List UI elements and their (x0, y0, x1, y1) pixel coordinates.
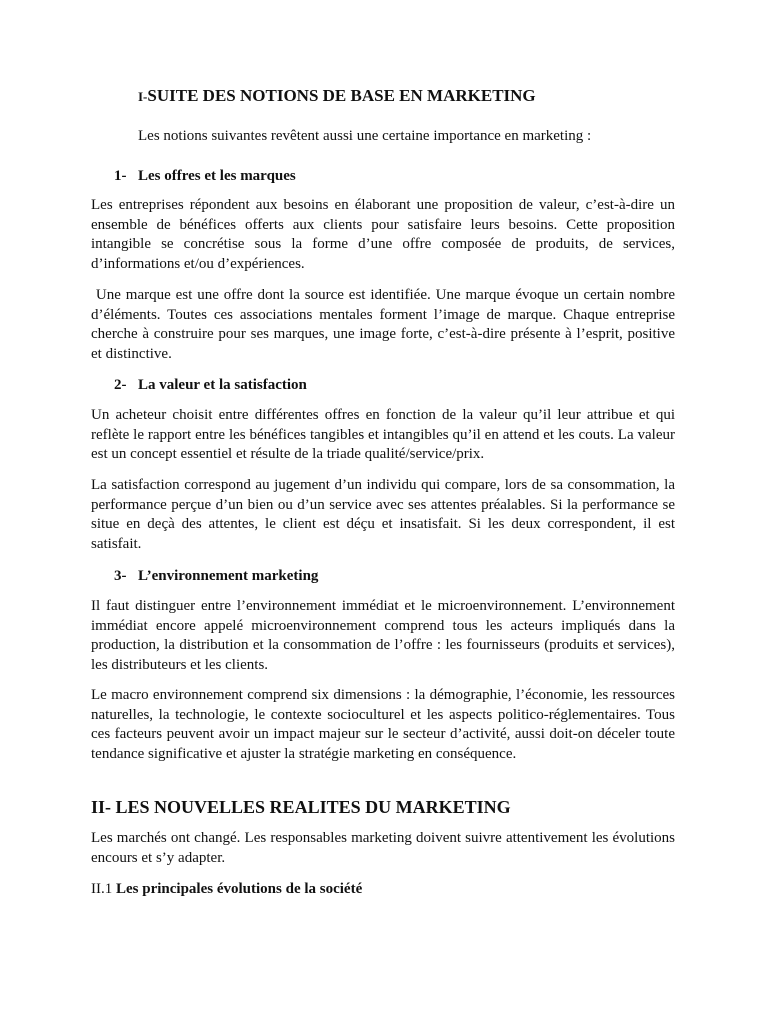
title-prefix: I- (138, 89, 148, 104)
section-2-paragraph-2: La satisfaction correspond au jugement d’un individu qui compare, lors de sa consommation, la performance perçue d’un bien ou d’un service avec ses attentes préalables. Si la performance se situe en deçà des attentes, le client est déçu et insatisfait. Si les deux correspondent, il est satisfait. (91, 477, 675, 552)
section-1-heading (114, 166, 296, 186)
section-3-heading (114, 566, 318, 586)
section-2-number: 2- (114, 377, 127, 393)
part-2-title: II- LES NOUVELLES REALITES DU MARKETING (91, 797, 511, 817)
subsection-label: Les principales évolutions de la société (116, 881, 363, 897)
section-2-heading (114, 375, 307, 395)
section-1-number: 1- (114, 168, 127, 184)
section-1-paragraph-1: Les entreprises répondent aux besoins en élaborant une proposition de valeur, c’est-à-dire un ensemble de bénéfices offerts aux clients pour satisfaire leurs besoins. Cette proposition intangible se concrétise sous la forme d’une offre composée de produits, de services, d’informations et/ou d’expériences. (91, 197, 675, 272)
section-1-title: Les offres et les marques (138, 168, 296, 184)
section-3-paragraph-1: Il faut distinguer entre l’environnement immédiat et le microenvironnement. L’environnement immédiat encore appelé microenvironnement comprend tous les acteurs impliqués dans la production, la distribution et la consommation de l’offre : les fournisseurs (produits et services), les distributeurs et les clients. (91, 598, 675, 673)
subsection-number: II.1 (91, 881, 113, 897)
section-2-title: La valeur et la satisfaction (138, 377, 307, 393)
section-3-number: 3- (114, 568, 127, 584)
section-3-title: L’environnement marketing (138, 568, 319, 584)
section-3-paragraph-2: Le macro environnement comprend six dimensions : la démographie, l’économie, les ressources naturelles, la technologie, le contexte socioculturel et les aspects politico-réglementaires. Tous ces facteurs peuvent avoir un impact majeur sur le secteur d’activité, aussi doit-on déceler toute tendance significative et ajuster la stratégie marketing en conséquence. (91, 687, 675, 762)
title-text: SUITE DES NOTIONS DE BASE EN MARKETING (147, 86, 536, 105)
intro-paragraph: Les notions suivantes revêtent aussi une certaine importance en marketing : (138, 128, 592, 144)
section-1-paragraph-2: Une marque est une offre dont la source est identifiée. Une marque évoque un certain nombre d’éléments. Toutes ces associations mentales forment l’image de marque. Chaque entreprise cherche à construire pour ses marques, une image forte, c’est-à-dire présente à l’esprit, positive et distinctive. (91, 287, 679, 362)
document-title (138, 86, 536, 107)
section-2-paragraph-1: Un acheteur choisit entre différentes offres en fonction de la valeur qu’il leur attribue et qui reflète le rapport entre les bénéfices tangibles et intangibles qu’il en attend et les couts. La valeur est un concept essentiel et résulte de la triade qualité/service/prix. (91, 407, 675, 462)
subsection-heading (91, 879, 362, 899)
part-2-paragraph: Les marchés ont changé. Les responsables marketing doivent suivre attentivement les évolutions encours et s’y adapter. (91, 830, 675, 866)
